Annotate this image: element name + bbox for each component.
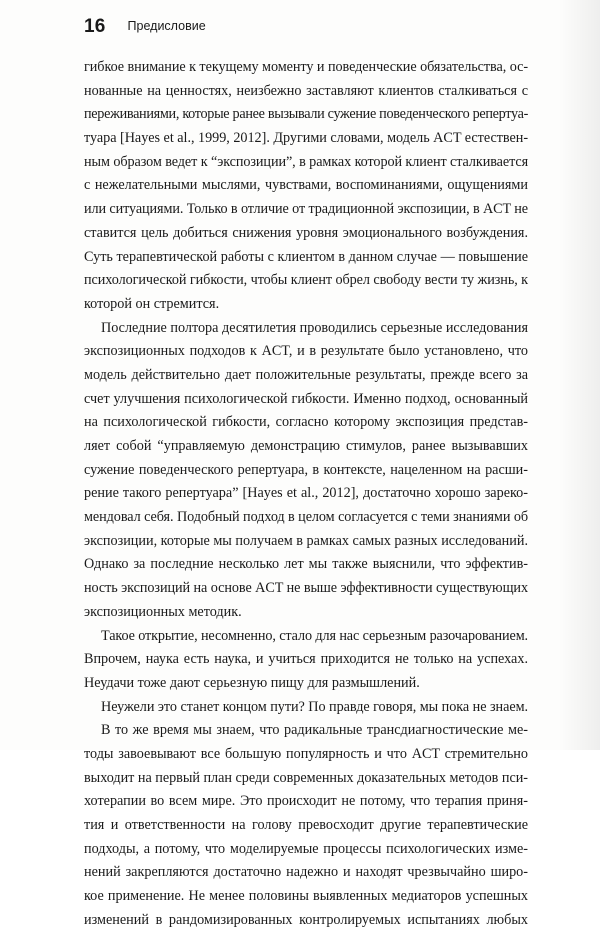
text-line: хотерапии во всем мире. Это происходит не потому, что терапия приня- bbox=[84, 793, 528, 810]
text-line: тоды завоевывают все большую популярность и что ACT стремительно bbox=[84, 745, 528, 762]
text-line: с нежелательными мыслями, чувствами, воспоминаниями, ощущениями bbox=[84, 177, 528, 194]
text-line: на психологической гибкости, согласно которому экспозиция представ- bbox=[84, 414, 528, 431]
text-line: мендовал себя. Подобный подход в целом согласуется с теми знаниями об bbox=[84, 509, 528, 526]
text-line: счет улучшения психологической гибкости. Именно подход, основанный bbox=[84, 390, 528, 407]
text-line: ным образом ведет к “экспозиции”, в рамках которой клиент сталкивается bbox=[84, 153, 529, 170]
text-line: ляет собой “управляемую демонстрацию стимулов, ранее вызывавших bbox=[84, 438, 528, 454]
text-line: ность экспозиций на основе ACT не выше эффективности существующих bbox=[84, 580, 528, 597]
text-line: Впрочем, наука есть наука, и учиться приходится не только на успехах. bbox=[84, 651, 528, 668]
text-line: выходит на первый план среди современных доказательных методов пси- bbox=[84, 769, 528, 786]
text-line: подходы, а потому, что моделируемые процессы психологических изме- bbox=[84, 840, 528, 857]
text-line: Последние полтора десятилетия проводились серьезные исследования bbox=[101, 319, 528, 336]
text-line: экспозиции, которые мы получаем в рамках самых разных исследований. bbox=[84, 532, 528, 549]
page-edge-shadow bbox=[558, 0, 600, 750]
body-text bbox=[84, 56, 528, 932]
text-line: ставится цель добиться снижения уровня эмоционального возбуждения. bbox=[84, 224, 528, 241]
text-line: модель действительно дает положительные результаты, прежде всего за bbox=[84, 366, 528, 383]
text-line: или ситуациями. Только в отличие от традиционной экспозиции, в ACT не bbox=[84, 201, 528, 218]
text-line: изменений в рандомизированных контролируемых испытаниях любых bbox=[84, 911, 528, 928]
text-line: В то же время мы знаем, что радикальные трансдиагностические ме- bbox=[101, 722, 528, 739]
text-line: переживаниями, которые ранее вызывали сужение поведенческого репертуа- bbox=[84, 106, 529, 123]
text-line: Суть терапевтической работы с клиентом в данном случае — повышение bbox=[84, 248, 528, 265]
text-line: тия и ответственности на голову превосходит другие терапевтические bbox=[84, 817, 528, 833]
text-line: гибкое внимание к текущему моменту и поведенческие обязательства, ос- bbox=[84, 59, 528, 75]
text-line: нованные на ценностях, неизбежно заставляют клиентов сталкиваться с bbox=[84, 82, 528, 99]
text-line: сужение поведенческого репертуара, в контексте, нацеленном на расши- bbox=[84, 461, 528, 478]
text-line: туара [Hayes et al., 1999, 2012]. Другими словами, модель ACT естествен- bbox=[84, 130, 529, 147]
page-number: 16 bbox=[84, 16, 106, 37]
text-line: нений закрепляются достаточно надежно и находят чрезвычайно широ- bbox=[84, 864, 528, 881]
text-line: которой он стремится. bbox=[84, 295, 220, 312]
text-line: рение такого репертуара” [Hayes et al., 2012], достаточно хорошо зареко- bbox=[84, 485, 528, 502]
text-line: кое применение. Не менее половины выявленных медиаторов успешных bbox=[84, 888, 528, 905]
text-line: Неудачи тоже дают серьезную пищу для размышлений. bbox=[84, 674, 420, 691]
running-header bbox=[84, 16, 206, 40]
text-line: Такое открытие, несомненно, стало для нас серьезным разочарованием. bbox=[101, 627, 528, 644]
text-line: экспозиционных подходов к ACT, и в результате было установлено, что bbox=[84, 343, 528, 360]
text-line: Однако за последние несколько лет мы также выяснили, что эффектив- bbox=[84, 556, 528, 573]
section-title: Предисловие bbox=[127, 19, 206, 33]
text-line: Неужели это станет концом пути? По правде говоря, мы пока не знаем. bbox=[101, 698, 529, 715]
text-line: экспозиционных методик. bbox=[84, 603, 242, 620]
text-line: психологической гибкости, чтобы клиент обрел свободу вести ту жизнь, к bbox=[84, 272, 528, 289]
